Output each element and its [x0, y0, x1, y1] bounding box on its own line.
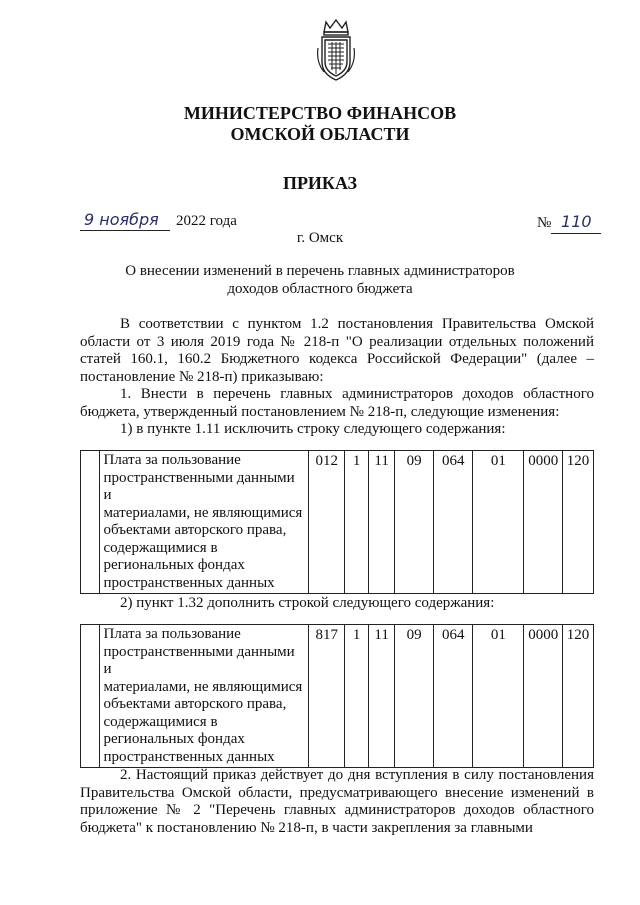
name-line: материалами, не являющимися: [103, 504, 303, 521]
sub-item-2: 2) пункт 1.32 дополнить строкой следующего содержания:: [120, 595, 495, 611]
name-line: пространственными данными и: [103, 643, 295, 677]
code-kosgu: 120: [563, 625, 594, 768]
date-field: [80, 210, 237, 231]
table-blank-cell: [81, 451, 100, 594]
name-line: региональных фондах: [103, 731, 245, 747]
name-line: Плата за пользование: [103, 452, 241, 468]
code-subarticle: 064: [433, 451, 473, 594]
sub-item-1: 1) в пункте 1.11 исключить строку следующего содержания:: [120, 421, 506, 437]
date-underline: [80, 210, 170, 231]
table-row: [81, 451, 594, 594]
name-line: региональных фондах: [103, 557, 245, 573]
document-type: ПРИКАЗ: [282, 173, 358, 193]
order-subject: [0, 262, 640, 298]
table-row: [81, 625, 594, 768]
code-article: 09: [395, 451, 434, 594]
name-line: объектами авторского права,: [103, 696, 287, 712]
ministry-title: [0, 103, 640, 145]
item-2-paragraph: 2. Настоящий приказ действует до дня вступления в силу постановления Правительства Омской области, предусматривающего внесение изменений в приложение № 2 "Перечень главных администраторов доходов областного бюджета" к постановлению № 218-п, в части закрепления за главными: [80, 767, 594, 836]
year-label: 2022 года: [176, 213, 237, 229]
revenue-table-2: [80, 624, 594, 768]
name-line: содержащимися в: [103, 713, 218, 730]
body-block-2: [80, 595, 594, 613]
intro-paragraph: В соответствии с пунктом 1.2 постановления Правительства Омской области от 3 июля 2019 года № 218-п "О реализации отдельных положений статей 160.1, 160.2 Бюджетного кодекса Российской Федерации" (далее – постановление № 218-п) приказываю:: [80, 316, 594, 385]
name-line: пространственных данных: [103, 748, 275, 765]
code-article: 09: [395, 625, 434, 768]
name-line: содержащимися в: [103, 539, 218, 556]
name-line: пространственными данными и: [103, 469, 295, 503]
code-admin: 817: [309, 625, 345, 768]
code-group: 1: [345, 451, 369, 594]
revenue-table-1: [80, 450, 594, 594]
code-program: 0000: [524, 451, 563, 594]
code-admin: 012: [309, 451, 345, 594]
code-element: 01: [473, 625, 524, 768]
subject-line-2: доходов областного бюджета: [227, 281, 413, 297]
item-1-paragraph: 1. Внести в перечень главных администраторов доходов областного бюджета, утвержденный постановлением № 218-п, следующие изменения:: [80, 386, 594, 420]
city: г. Омск: [296, 230, 344, 246]
subject-line-1: О внесении изменений в перечень главных администраторов: [125, 263, 515, 279]
code-program: 0000: [524, 625, 563, 768]
code-element: 01: [473, 451, 524, 594]
name-line: материалами, не являющимися: [103, 678, 303, 695]
code-kosgu: 120: [563, 451, 594, 594]
ministry-line-2: ОМСКОЙ ОБЛАСТИ: [230, 124, 410, 144]
body-block-1: [80, 316, 594, 439]
body-block-3: [80, 767, 594, 837]
ministry-line-1: МИНИСТЕРСТВО ФИНАНСОВ: [183, 103, 457, 123]
handwritten-number: 110: [561, 212, 592, 231]
revenue-name-cell: [99, 451, 309, 594]
number-sign: №: [537, 215, 552, 231]
code-subgroup: 11: [368, 625, 394, 768]
name-line: Плата за пользование: [103, 626, 241, 642]
coat-of-arms-icon: [314, 18, 358, 84]
table-blank-cell: [81, 625, 100, 768]
name-line: пространственных данных: [103, 574, 275, 591]
name-line: объектами авторского права,: [103, 522, 287, 538]
revenue-name-cell: [99, 625, 309, 768]
code-subarticle: 064: [433, 625, 473, 768]
code-group: 1: [345, 625, 369, 768]
handwritten-date: 9 ноября: [84, 210, 159, 229]
code-subgroup: 11: [368, 451, 394, 594]
